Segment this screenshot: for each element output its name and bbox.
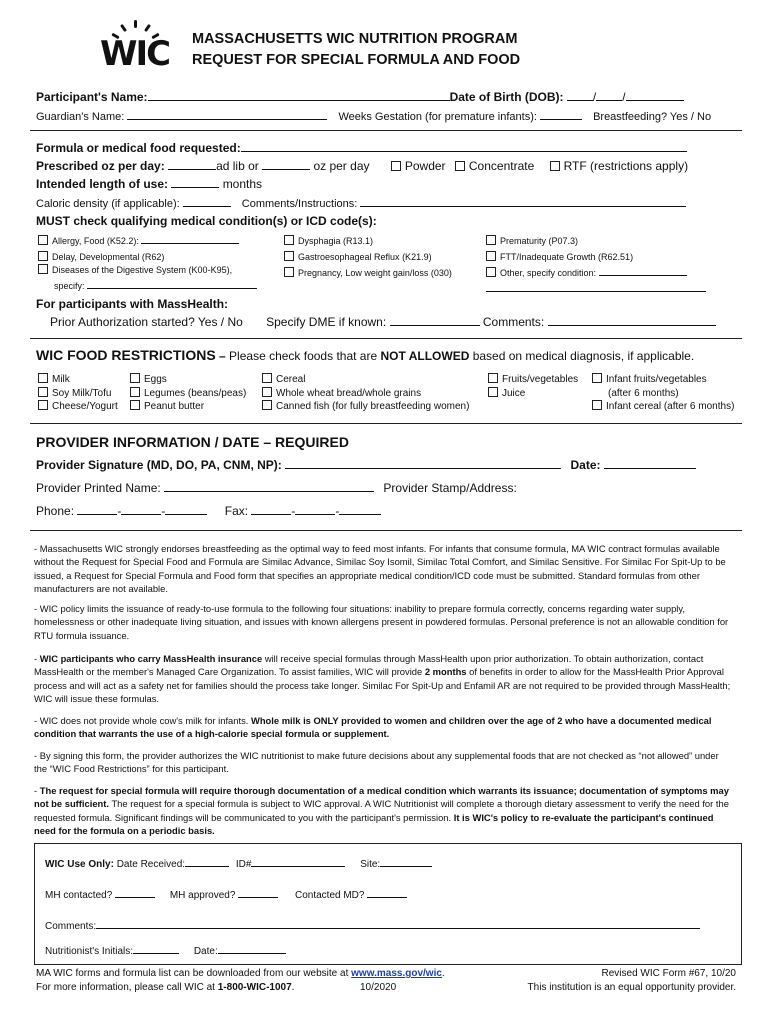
caloric-field[interactable] (183, 196, 231, 207)
phone-prefix-field[interactable] (121, 504, 161, 515)
conditions-col1: Allergy, Food (K52.2): Delay, Developmental (R62) Diseases of the Digestive System (K00-K95), specify: (38, 233, 257, 294)
wic-use-label: WIC Use Only: (45, 859, 114, 870)
legumes-checkbox[interactable] (130, 387, 140, 397)
conditions-col3: Prematurity (P07.3) FTT/Inadequate Growth (R62.51) Other, specify condition: (486, 233, 706, 297)
form-title-line1: MASSACHUSETTS WIC NUTRITION PROGRAM (192, 31, 518, 47)
prior-auth-row (50, 315, 716, 329)
wic-use-row3: Comments: (45, 920, 700, 932)
dob-label: Date of Birth (DOB): (449, 90, 564, 104)
wic-date-field[interactable] (218, 945, 286, 954)
initials-field[interactable] (133, 945, 179, 954)
conditions-col2: Dysphagia (R13.1) Gastroesophageal Reflux (K21.9) Pregnancy, Low weight gain/loss (030) (284, 233, 452, 281)
formula-requested-label: Formula or medical food requested: (36, 141, 241, 155)
wic-use-row1: WIC Use Only: Date Received: ID# Site: (45, 858, 432, 870)
specify-field[interactable] (87, 280, 257, 289)
guardian-name-field[interactable] (127, 109, 327, 120)
prior-auth-label: Prior Authorization started? Yes / No (50, 315, 243, 329)
dob-day-field[interactable] (596, 90, 622, 101)
comments2-label: Comments: (482, 315, 545, 329)
soy-checkbox[interactable] (38, 387, 48, 397)
provider-date-label: Date: (570, 458, 601, 472)
breastfeeding-label: Breastfeeding? Yes / No (593, 111, 712, 123)
provider-printed-name-field[interactable] (164, 481, 374, 492)
form-title-line2: REQUEST FOR SPECIAL FORMULA AND FOOD (192, 52, 521, 68)
intended-field[interactable] (171, 177, 219, 188)
dme-label: Specify DME if known: (266, 315, 387, 329)
comments-instructions-label: Comments/Instructions: (241, 198, 358, 210)
provider-phone-row: Phone: - - Fax: - - (36, 504, 381, 518)
concentrate-checkbox[interactable] (455, 161, 465, 171)
fruits-vegetables-checkbox[interactable] (488, 373, 498, 383)
allergy-field[interactable] (141, 235, 239, 244)
fax-area-field[interactable] (251, 504, 291, 515)
must-check-label: MUST check qualifying medical condition(s) or ICD code(s): (36, 214, 377, 228)
phone-line-field[interactable] (165, 504, 207, 515)
comments2-field[interactable] (548, 315, 716, 326)
divider (30, 338, 742, 339)
dob-year-field[interactable] (626, 90, 684, 101)
cheese-checkbox[interactable] (38, 400, 48, 410)
restrictions-col3: Cereal Whole wheat bread/whole grains Canned fish (for fully breastfeeding women) (262, 373, 469, 414)
caloric-label: Caloric density (if applicable): (36, 198, 180, 210)
restrictions-col5: Infant fruits/vegetables (after 6 months) Infant cereal (after 6 months) (592, 373, 734, 414)
caloric-row (36, 196, 686, 210)
contacted-md-field[interactable] (367, 889, 407, 898)
note-authorization: - By signing this form, the provider authorizes the WIC nutritionist to make future decisions about any supplemental foods that are not checked as “not allowed” under the “WIC Food Restrictions” for this participant. (34, 750, 719, 775)
restrictions-col1: Milk Soy Milk/Tofu Cheese/Yogurt (38, 373, 118, 414)
powder-checkbox[interactable] (391, 161, 401, 171)
milk-checkbox[interactable] (38, 373, 48, 383)
other-condition-field[interactable] (599, 267, 687, 276)
canned-fish-checkbox[interactable] (262, 400, 272, 410)
fax-prefix-field[interactable] (295, 504, 335, 515)
dme-field[interactable] (390, 315, 480, 326)
prescribed-label: Prescribed oz per day: (36, 159, 165, 173)
wic-use-row2: MH contacted? MH approved? Contacted MD? (45, 889, 407, 901)
restrictions-title: WIC FOOD RESTRICTIONS (36, 347, 216, 363)
footer-line1: MA WIC forms and formula list can be downloaded from our website at www.mass.gov/wic. (36, 968, 445, 979)
footer-equal-opportunity: This institution is an equal opportunity provider. (527, 982, 736, 993)
fax-label: Fax: (224, 504, 249, 518)
restrictions-col2: Eggs Legumes (beans/peas) Peanut butter (130, 373, 246, 414)
prescribed-field[interactable] (168, 159, 216, 170)
wic-use-only-box (34, 843, 742, 965)
wic-logo-text: WIC (100, 34, 170, 74)
provider-stamp-label: Provider Stamp/Address: (383, 481, 517, 495)
pregnancy-checkbox[interactable] (284, 267, 294, 277)
footer-line2: For more information, please call WIC at 1-800-WIC-1007. (36, 982, 295, 993)
provider-signature-field[interactable] (285, 458, 561, 469)
infant-fruits-checkbox[interactable] (592, 373, 602, 383)
provider-date-field[interactable] (604, 458, 696, 469)
site-field[interactable] (380, 858, 432, 867)
formula-requested-row (36, 141, 687, 155)
gestation-field[interactable] (540, 109, 582, 120)
mh-approved-field[interactable] (238, 889, 278, 898)
wic-use-row4: Nutritionist's Initials: Date: (45, 945, 286, 957)
footer-revised: Revised WIC Form #67, 10/20 (601, 968, 736, 979)
guardian-row (36, 109, 711, 123)
note-rtu-policy: - WIC policy limits the issuance of ready-to-use formula to the following four situations: inability to prepare formula correctly, concerns regarding water supply, homelessness or other inadequate living situation, and issues with known allergens present in powdered formulas. Personal preference is not an allowable condition for RTU formula issuance. (34, 603, 729, 641)
website-link[interactable]: www.mass.gov/wic (351, 968, 442, 979)
restrictions-col4: Fruits/vegetables Juice (488, 373, 578, 400)
ftt-checkbox[interactable] (486, 251, 496, 261)
provider-title: PROVIDER INFORMATION / DATE – REQUIRED (36, 434, 349, 450)
provider-signature-label: Provider Signature (MD, DO, PA, CNM, NP): (36, 458, 282, 472)
participant-name-field[interactable] (148, 90, 450, 101)
divider (30, 423, 742, 424)
footer-date: 10/2020 (360, 982, 397, 993)
dysphagia-checkbox[interactable] (284, 235, 294, 245)
rtf-checkbox[interactable] (550, 161, 560, 171)
provider-printed-row (36, 481, 517, 495)
date-received-field[interactable] (185, 858, 229, 867)
fax-line-field[interactable] (339, 504, 381, 515)
phone-label: Phone: (36, 504, 75, 518)
guardian-name-label: Guardian's Name: (36, 111, 125, 123)
gestation-label: Weeks Gestation (for premature infants): (338, 111, 537, 123)
prescribed-row: Prescribed oz per day: ad lib or oz per day Powder Concentrate RTF (restrictions apply) (36, 159, 689, 173)
cereal-checkbox[interactable] (262, 373, 272, 383)
other-condition-checkbox[interactable] (486, 267, 496, 277)
note-masshealth: - WIC participants who carry MassHealth insurance will receive special formulas through MassHealth upon prior authorization. To obtain authorization, contact MassHealth or the member's Managed Care Organization. To assist families, WIC will provide 2 months of benefits in order to allow for the MassHealth Prior Approval process and will act as a safety net for families should the process take longer. Similac For Spit-Up and Enfamil AR are not required to be provided through MassHealth; WIC will issue these formulas. (34, 653, 731, 705)
masshealth-label: For participants with MassHealth: (36, 297, 229, 311)
infant-cereal-checkbox[interactable] (592, 400, 602, 410)
intended-row: Intended length of use: months (36, 177, 263, 191)
intended-label: Intended length of use: (36, 177, 168, 191)
id-field[interactable] (251, 858, 345, 867)
eggs-checkbox[interactable] (130, 373, 140, 383)
allergy-checkbox[interactable] (38, 235, 48, 245)
phone-area-field[interactable] (77, 504, 117, 515)
other-condition-field-2[interactable] (486, 283, 706, 292)
prematurity-checkbox[interactable] (486, 235, 496, 245)
comments-instructions-field[interactable] (360, 196, 686, 207)
dob-month-field[interactable] (567, 90, 593, 101)
divider (30, 530, 742, 531)
note-breastfeeding: - Massachusetts WIC strongly endorses breastfeeding as the optimal way to feed most infants. For infants that consume formula, MA WIC contract formulas available without the Request for Special Food and Formula are Similac Advance, Similac Soy Isomil, Similac Total Comfort, and Similac Sensitive. For Similac For Spit-Up to be issued, a Request for Special Formula and Food form that specifies an appropriate medical condition/ICD code must be submitted. Standard formulas from other manufacturers are not available. (34, 543, 726, 595)
formula-requested-field[interactable] (241, 141, 687, 152)
provider-printed-name-label: Provider Printed Name: (36, 481, 161, 495)
peanut-butter-checkbox[interactable] (130, 400, 140, 410)
note-whole-milk: - WIC does not provide whole cow's milk for infants. Whole milk is ONLY provided to women and children over the age of 2 who have a documented medical condition that warrants the use of a high-calorie special formula or supplement. (34, 715, 712, 740)
note-documentation: - The request for special formula will require thorough documentation of a medical condition which warrants its issuance; documentation of symptoms may not be sufficient. The request for a special formula is subject to WIC approval. A WIC Nutritionist will complete a thorough dietary assessment to verify the need for the requested formula. Significant findings will be communicated to you with the participant's permission. It is WIC's policy to re-evaluate the participant's continued need for the formula on a periodic basis. (34, 785, 729, 837)
delay-checkbox[interactable] (38, 251, 48, 261)
wic-comments-field[interactable] (96, 920, 700, 929)
juice-checkbox[interactable] (488, 387, 498, 397)
divider (30, 130, 742, 131)
digestive-checkbox[interactable] (38, 264, 48, 274)
participant-row: Participant's Name: Date of Birth (DOB): / / (36, 90, 684, 104)
participant-name-label: Participant's Name: (36, 90, 148, 104)
wic-logo (96, 20, 176, 72)
mh-contacted-field[interactable] (115, 889, 155, 898)
reflux-checkbox[interactable] (284, 251, 294, 261)
oz-per-day-field[interactable] (262, 159, 310, 170)
restrictions-heading: WIC FOOD RESTRICTIONS – Please check foods that are NOT ALLOWED based on medical diagnosis, if applicable. (36, 347, 695, 363)
whole-wheat-checkbox[interactable] (262, 387, 272, 397)
provider-signature-row (36, 458, 696, 472)
footer-phone: 1-800-WIC-1007 (217, 982, 292, 993)
